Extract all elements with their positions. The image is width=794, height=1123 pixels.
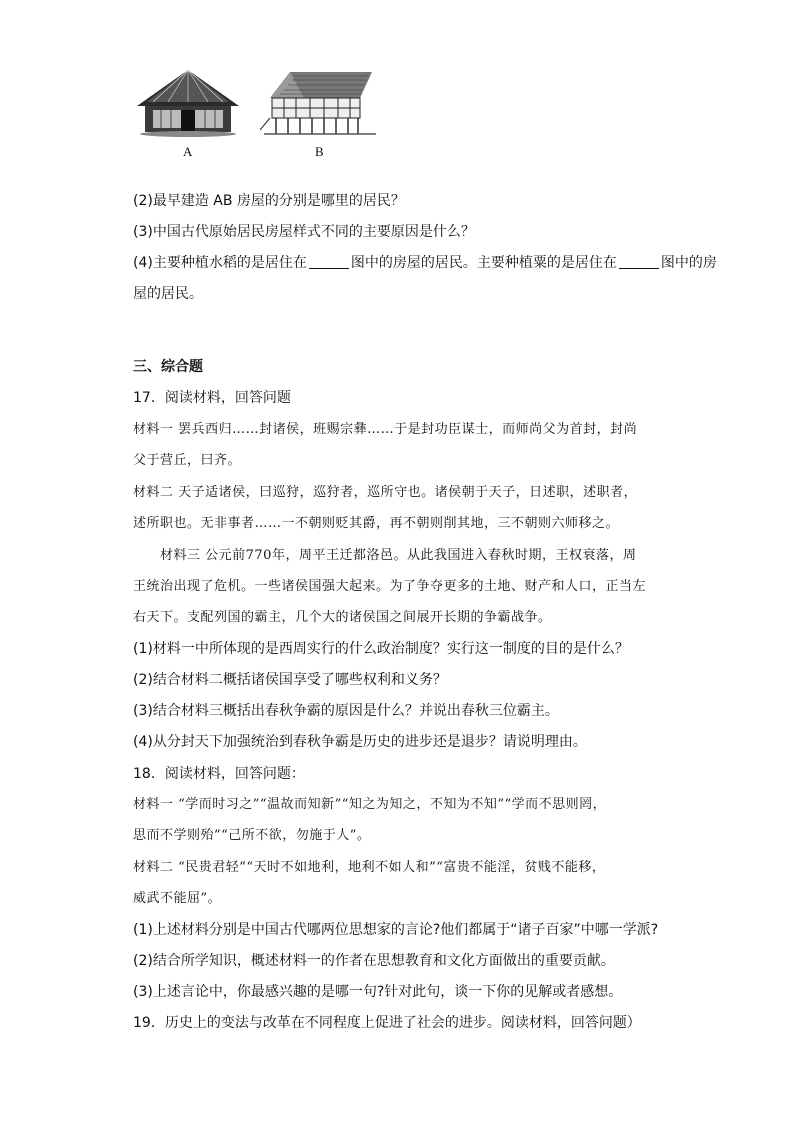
q18-material1-line1: 材料一 “学而时习之”“温故而知新”“知之为知之，不知为不知”“学而不思则罔， — [133, 797, 607, 812]
q16-sub3: (3)中国古代原始居民房屋样式不同的主要原因是什么？ — [133, 224, 475, 240]
section-title: 三、综合题 — [133, 359, 203, 375]
answer-blank[interactable] — [619, 254, 659, 269]
q18-sub3: (3)上述言论中，你最感兴趣的是哪一句?针对此句，谈一下你的见解或者感想。 — [133, 984, 623, 1000]
answer-blank[interactable] — [309, 254, 349, 269]
stilt-house-image — [260, 68, 380, 140]
q16-sub4-cont: 屋的居民。 — [133, 286, 203, 302]
q17-sub2: (2)结合材料二概括诸侯国享受了哪些权利和义务？ — [133, 672, 447, 688]
q18-material2-line1: 材料二 “民贵君轻”“天时不如地利，地利不如人和”“富贵不能淫，贫贱不能移， — [133, 860, 606, 875]
q17-material3-line3: 右天下。支配列国的霸主，几个大的诸侯国之间展开长期的争霸战争。 — [133, 610, 552, 625]
q16-sub4-text3: 图中的房 — [660, 255, 717, 271]
q18-stem: 18．阅读材料，回答问题： — [133, 766, 305, 782]
house-figures — [133, 66, 393, 166]
q18-material2-line2: 威武不能屈”。 — [133, 891, 222, 906]
figure-a-label: A — [183, 144, 193, 159]
q17-material3-line1: 材料三 公元前770年，周平王迁都洛邑。从此我国进入春秋时期，王权衰落，周 — [160, 548, 637, 563]
q17-material2-line2: 述所职也。无非事者……一不朝则贬其爵，再不朝则削其地，三不朝则六师移之。 — [133, 516, 620, 531]
q16-sub4-text2: 图中的房屋的居民。主要种植粟的是居住在 — [350, 255, 617, 271]
q17-material2-line1: 材料二 天子适诸侯，曰巡狩，巡狩者，巡所守也。诸侯朝于天子，日述职，述职者， — [133, 485, 638, 500]
q17-material1-line1: 材料一 罢兵西归……封诸侯，班赐宗彝……于是封功臣谋士，而师尚父为首封，封尚 — [133, 422, 638, 437]
q18-sub2: (2)结合所学知识，概述材料一的作者在思想教育和文化方面做出的重要贡献。 — [133, 953, 615, 969]
figure-b-label: B — [315, 144, 324, 159]
q17-stem: 17．阅读材料，回答问题 — [133, 390, 291, 406]
q17-material1-line2: 父于营丘，曰齐。 — [133, 453, 242, 468]
q19-stem: 19．历史上的变法与改革在不同程度上促进了社会的进步。阅读材料，回答问题） — [133, 1015, 641, 1031]
q17-sub4: (4)从分封天下加强统治到春秋争霸是历史的进步还是退步？请说明理由。 — [133, 734, 587, 750]
q16-sub4-text1: (4)主要种植水稻的是居住在 — [133, 255, 307, 271]
q16-sub4 — [133, 253, 717, 273]
q16-sub2: (2)最早建造 AB 房屋的分别是哪里的居民？ — [133, 193, 405, 209]
q18-material1-line2: 思而不学则殆”“己所不欲，勿施于人”。 — [133, 828, 371, 843]
round-hut-image — [133, 66, 243, 138]
q17-material3-line2: 王统治出现了危机。一些诸侯国强大起来。为了争夺更多的土地、财产和人口，正当左 — [133, 579, 647, 594]
q17-sub1: (1)材料一中所体现的是西周实行的什么政治制度？实行这一制度的目的是什么？ — [133, 641, 629, 657]
q18-sub1: (1)上述材料分别是中国古代哪两位思想家的言论?他们都属于“诸子百家”中哪一学派? — [133, 922, 659, 938]
q17-sub3: (3)结合材料三概括出春秋争霸的原因是什么？并说出春秋三位霸主。 — [133, 703, 559, 719]
